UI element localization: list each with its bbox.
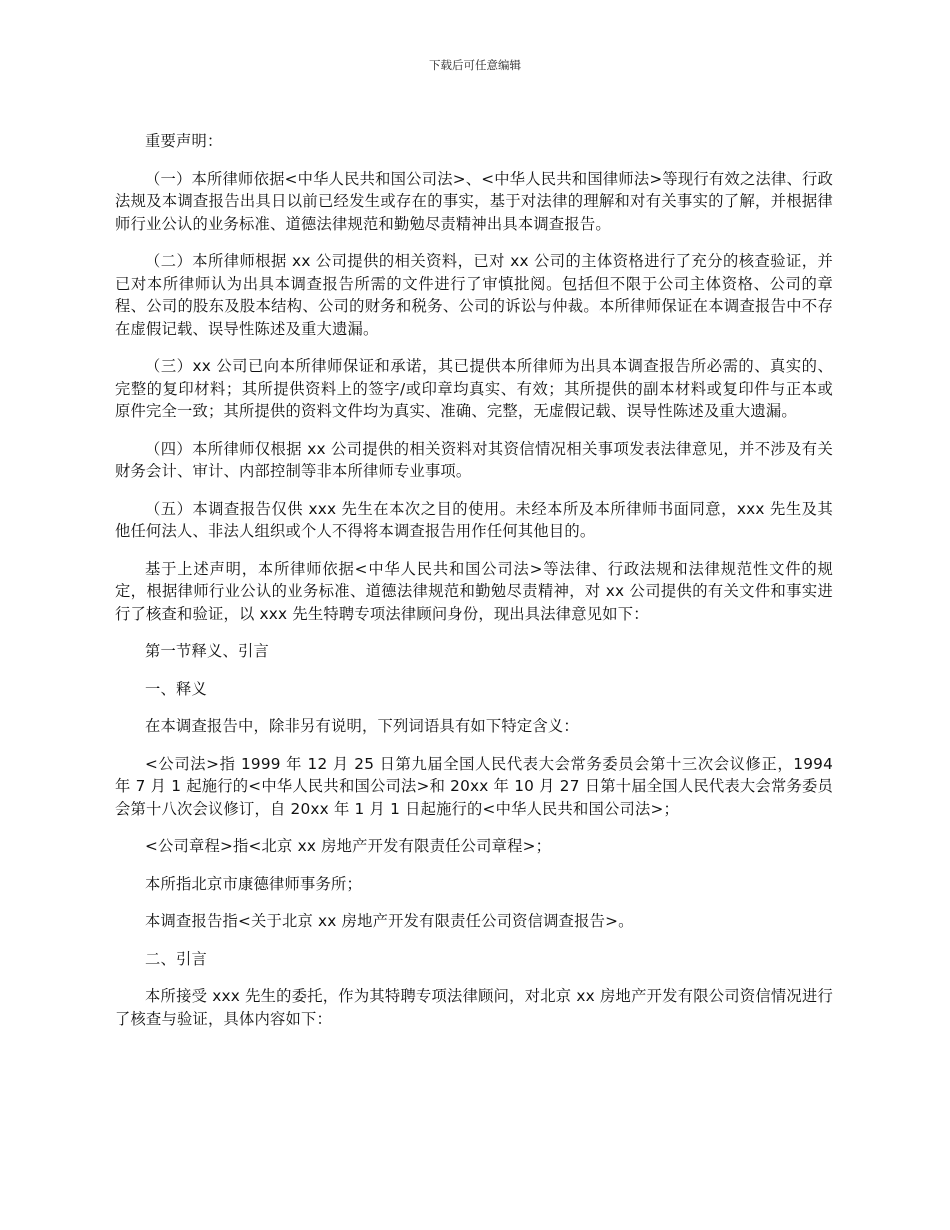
statement-item-3: （三）xx 公司已向本所律师保证和承诺，其已提供本所律师为出具本调查报告所必需的、真实的、完整的复印材料；其所提供资料上的签字/或印章均真实、有效；其所提供的副本材料或复印件与正本或原件完全一致；其所提供的资料文件均为真实、准确、完整，无虚假记载、误导性陈述及重大遗漏。: [115, 357, 833, 420]
heading-important-statement: 重要声明：: [145, 132, 223, 150]
introduction-paragraph: 本所接受 xxx 先生的委托，作为其特聘专项法律顾问，对北京 xx 房地产开发有限公司资信情况进行了核查与验证，具体内容如下：: [115, 987, 833, 1028]
definition-company-law: <公司法>指 1999 年 12 月 25 日第九届全国人民代表大会常务委员会第十三次会议修正，1994 年 7 月 1 起施行的<中华人民共和国公司法>和 20xx 年 10 月 27 日第十届全国人民代表大会常务委员会第十八次会议修订，自 20xx 年 1 月 1 日起施行的<中华人民共和国公司法>；: [115, 754, 833, 818]
statement-item-5: （五）本调查报告仅供 xxx 先生在本次之目的使用。未经本所及本所律师书面同意，xxx 先生及其他任何法人、非法人组织或个人不得将本调查报告用作任何其他目的。: [115, 499, 833, 540]
page-header: 下载后可任意编辑: [429, 58, 521, 72]
subsection-definitions: 一、释义: [145, 679, 207, 698]
definition-articles: <公司章程>指<北京 xx 房地产开发有限责任公司章程>；: [145, 837, 552, 855]
definition-report: 本调查报告指<关于北京 xx 房地产开发有限责任公司资信调查报告>。: [145, 912, 634, 930]
section-title: 第一节释义、引言: [145, 642, 269, 660]
statement-item-2: （二）本所律师根据 xx 公司提供的相关资料，已对 xx 公司的主体资格进行了充分的核查验证，并已对本所律师认为出具本调查报告所需的文件进行了审慎批阅。包括但不限于公司主体资格、公司的章程、公司的股东及股本结构、公司的财务和税务、公司的诉讼与仲裁。本所律师保证在本调查报告中不存在虚假记载、误导性陈述及重大遗漏。: [115, 252, 833, 338]
definitions-intro: 在本调查报告中，除非另有说明，下列词语具有如下特定含义：: [145, 717, 579, 735]
opinion-intro-paragraph: 基于上述声明，本所律师依据<中华人民共和国公司法>等法律、行政法规和法律规范性文件的规定，根据律师行业公认的业务标准、道德法律规范和勤勉尽责精神，对 xx 公司提供的有关文件和事实进行了核查和验证，以 xxx 先生特聘专项法律顾问身份，现出具法律意见如下：: [115, 559, 833, 623]
statement-item-1: （一）本所律师依据<中华人民共和国公司法>、<中华人民共和国律师法>等现行有效之法律、行政法规及本调查报告出具日以前已经发生或存在的事实，基于对法律的理解和对有关事实的了解，并根据律师行业公认的业务标准、道德法律规范和勤勉尽责精神出具本调查报告。: [115, 169, 833, 233]
document-body: [115, 130, 833, 1030]
statement-item-4: （四）本所律师仅根据 xx 公司提供的相关资料对其资信情况相关事项发表法律意见，并不涉及有关财务会计、审计、内部控制等非本所律师专业事项。: [115, 439, 833, 480]
subsection-introduction: 二、引言: [145, 949, 207, 968]
definition-law-firm: 本所指北京市康德律师事务所；: [145, 874, 362, 893]
